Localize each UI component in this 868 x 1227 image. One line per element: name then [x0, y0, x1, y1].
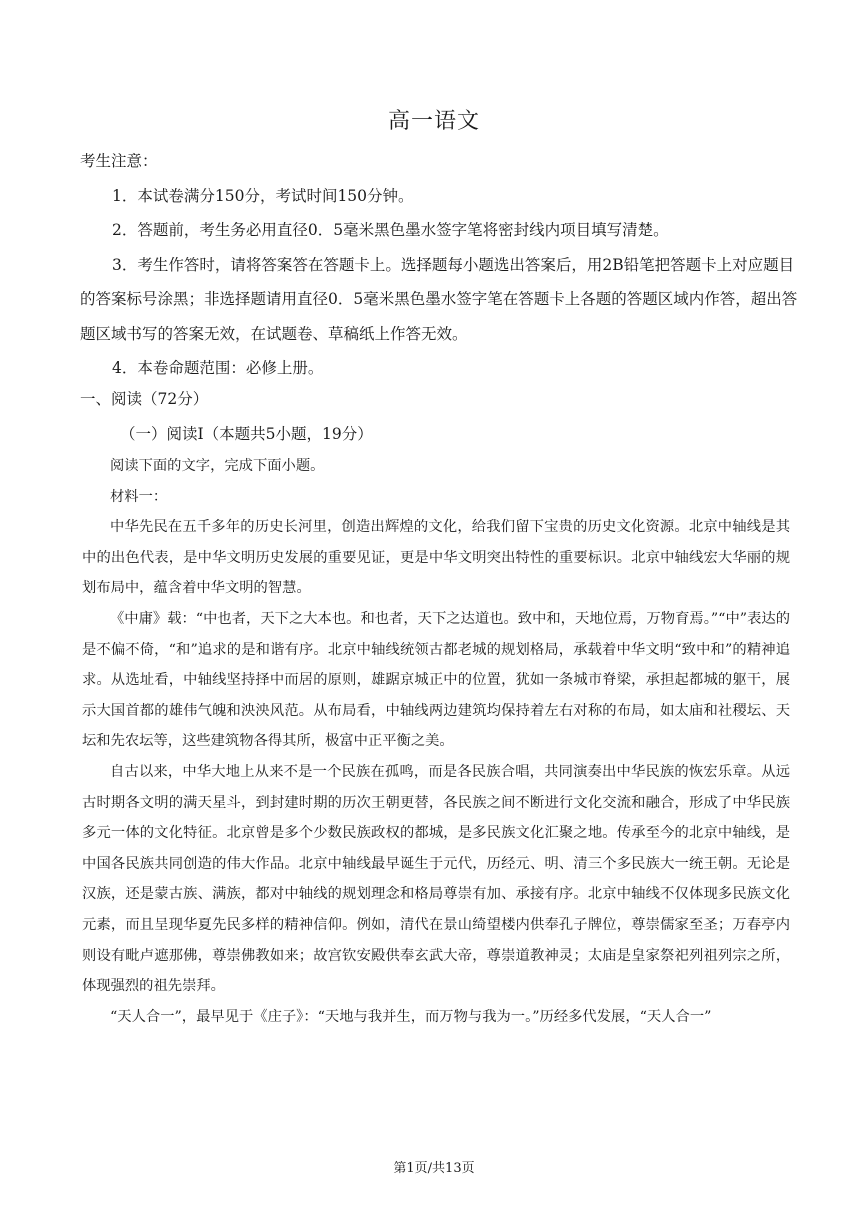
page-number: 第1页/共13页 — [393, 1161, 475, 1176]
reading-passage — [82, 451, 790, 1032]
notice-item-4: 4．本卷命题范围：必修上册。 — [112, 359, 324, 377]
section-heading: 一、阅读（72分） — [80, 390, 209, 408]
notice-item-2: 2．答题前，考生务必用直径0．5毫米黑色墨水签字笔将密封线内项目填写清楚。 — [112, 221, 669, 239]
passage-paragraph: 《中庸》载：“中也者，天下之大本也。和也者，天下之达道也。致中和，天地位焉，万物育焉。”“中”表达的是不偏不倚，“和”追求的是和谐有序。北京中轴线统领古都老城的规划格局，承载着中华文明“致中和”的精神追求。从选址看，中轴线坚持择中而居的原则，雄踞京城正中的位置，犹如一条城市脊梁，承担起都城的躯干，展示大国首都的雄伟气魄和泱泱风范。从布局看，中轴线两边建筑均保持着左右对称的布局，如太庙和社稷坛、天坛和先农坛等，这些建筑物各得其所，极富中正平衡之美。 — [82, 610, 790, 750]
material-label: 材料一： — [110, 488, 168, 505]
passage-paragraph: 中华先民在五千多年的历史长河里，创造出辉煌的文化，给我们留下宝贵的历史文化资源。北京中轴线是其中的出色代表，是中华文明历史发展的重要见证，更是中华文明突出特性的重要标识。北京中轴线宏大华丽的规划布局中，蕴含着中华文明的智慧。 — [82, 519, 790, 597]
passage-paragraph: 自古以来，中华大地上从来不是一个民族在孤鸣，而是各民族合唱，共同演奏出中华民族的恢宏乐章。从远古时期各文明的满天星斗，到封建时期的历次王朝更替，各民族之间不断进行文化交流和融合，形成了中华民族多元一体的文化特征。北京曾是多个少数民族政权的都城，是多民族文化汇聚之地。传承至今的北京中轴线，是中国各民族共同创造的伟大作品。北京中轴线最早诞生于元代，历经元、明、清三个多民族大一统王朝。无论是汉族，还是蒙古族、满族，都对中轴线的规划理念和格局尊崇有加、承接有序。北京中轴线不仅体现多民族文化元素，而且呈现华夏先民多样的精神信仰。例如，清代在景山绮望楼内供奉孔子牌位，尊崇儒家至圣；万春亭内则设有毗卢遮那佛，尊崇佛教如来；故宫钦安殿供奉玄武大帝，尊崇道教神灵；太庙是皇家祭祀列祖列宗之所，体现强烈的祖先崇拜。 — [82, 763, 790, 995]
notice-heading: 考生注意： — [80, 152, 158, 170]
passage-paragraph: “天人合一”，最早见于《庄子》：“天地与我并生，而万物与我为一。”历经多代发展，“天人合一” — [110, 1008, 712, 1025]
subsection-heading: （一）阅读Ⅰ（本题共5小题，19分） — [120, 425, 373, 443]
page-title: 高一语文 — [387, 109, 480, 134]
notice-item-1: 1．本试卷满分150分，考试时间150分钟。 — [112, 186, 414, 205]
instruction-text: 阅读下面的文字，完成下面小题。 — [110, 458, 325, 474]
notice-item-3: 3．考生作答时，请将答案答在答题卡上。选择题每小题选出答案后，用2B铅笔把答题卡上对应题目的答案标号涂黑；非选择题请用直径0．5毫米黑色墨水签字笔在答题卡上各题的答题区域内作答，超出答题区域书写的答案无效，在试题卷、草稿纸上作答无效。 — [80, 255, 798, 343]
exam-notice — [80, 144, 800, 386]
